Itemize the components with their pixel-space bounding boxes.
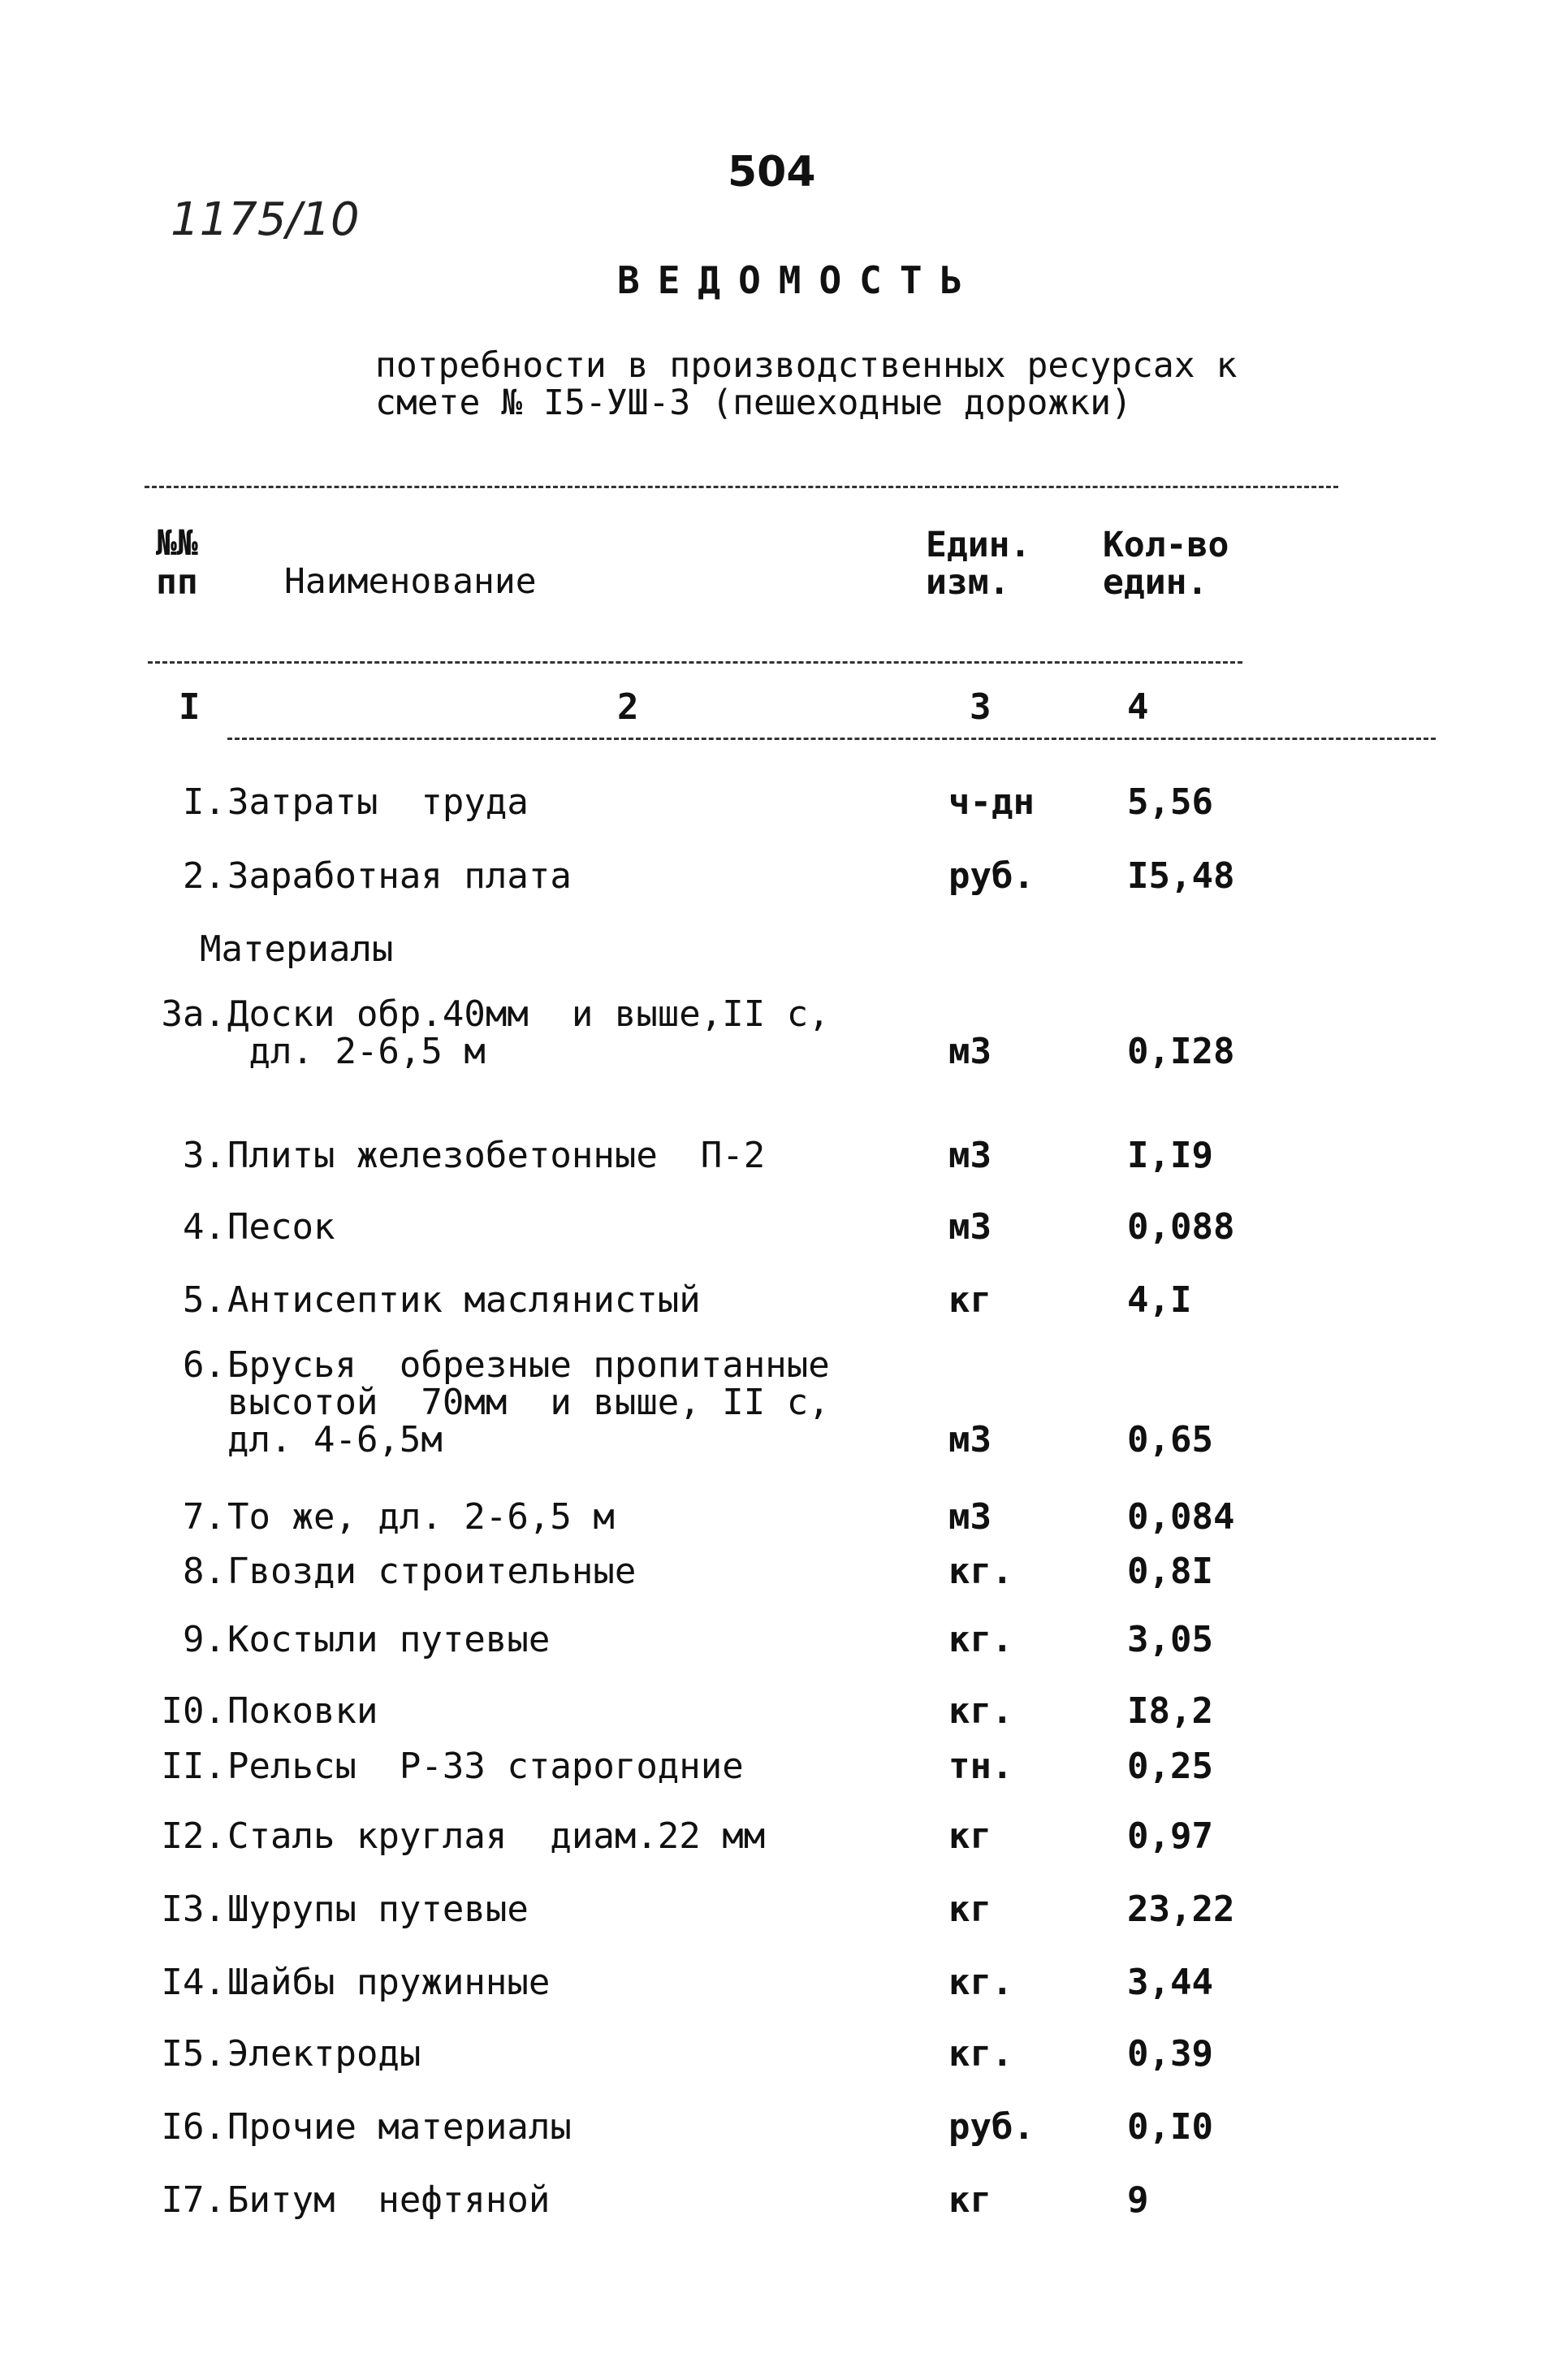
col-header-qty-2: един. bbox=[1103, 562, 1208, 603]
row-unit: кг. bbox=[948, 1619, 1013, 1660]
col-header-unit-1: Един. bbox=[926, 525, 1031, 565]
row-number: I3. bbox=[161, 1889, 226, 1930]
row-quantity: 0,97 bbox=[1127, 1815, 1213, 1857]
row-unit: кг. bbox=[948, 1551, 1013, 1592]
row-name: Брусья обрезные пропитанные высотой 70мм и выше, II с, дл. 4-6,5м bbox=[227, 1344, 830, 1460]
row-name: Битум нефтяной bbox=[227, 2179, 551, 2221]
row-quantity: I8,2 bbox=[1127, 1690, 1213, 1732]
row-number: 3. bbox=[183, 1135, 226, 1176]
index-rule bbox=[227, 738, 1436, 740]
col-index-3: 3 bbox=[970, 686, 992, 728]
row-quantity: 9 bbox=[1127, 2179, 1149, 2221]
row-number: I2. bbox=[161, 1815, 226, 1857]
row-unit: руб. bbox=[948, 2106, 1035, 2148]
row-name: Костыли путевые bbox=[227, 1619, 551, 1660]
row-unit: м3 bbox=[948, 1419, 992, 1460]
row-name: Поковки bbox=[227, 1690, 378, 1732]
row-number: I6. bbox=[161, 2106, 226, 2148]
row-number: 8. bbox=[183, 1551, 226, 1592]
subtitle-line-1: потребности в производственных ресурсах к bbox=[375, 345, 1238, 386]
row-quantity: 0,39 bbox=[1127, 2033, 1213, 2075]
row-unit: кг. bbox=[948, 2033, 1013, 2075]
row-quantity: 0,I28 bbox=[1127, 1031, 1235, 1072]
row-quantity: 0,I0 bbox=[1127, 2106, 1213, 2148]
row-quantity: 0,084 bbox=[1127, 1496, 1235, 1538]
row-number: 4. bbox=[183, 1206, 226, 1248]
row-name: Антисептик маслянистый bbox=[227, 1279, 701, 1321]
row-quantity: 4,I bbox=[1127, 1279, 1192, 1321]
row-unit: м3 bbox=[948, 1135, 992, 1176]
row-unit: м3 bbox=[948, 1031, 992, 1072]
row-name: Сталь круглая диам.22 мм bbox=[227, 1815, 766, 1857]
row-quantity: 5,56 bbox=[1127, 781, 1213, 823]
row-number: II. bbox=[161, 1746, 226, 1787]
row-number: I5. bbox=[161, 2033, 226, 2075]
row-name: Материалы bbox=[200, 928, 394, 970]
row-number: I0. bbox=[161, 1690, 226, 1732]
row-quantity: 0,25 bbox=[1127, 1746, 1213, 1787]
row-name: Затраты труда bbox=[227, 781, 529, 823]
page-number: 504 bbox=[728, 148, 816, 197]
row-unit: кг bbox=[948, 1889, 992, 1930]
row-name: Шайбы пружинные bbox=[227, 1962, 551, 2003]
document-title: ВЕДОМОСТЬ bbox=[617, 258, 981, 302]
col-index-1: I bbox=[179, 686, 201, 728]
row-quantity: 3,05 bbox=[1127, 1619, 1213, 1660]
row-name: Доски обр.40мм и выше,II с, дл. 2-6,5 м bbox=[227, 993, 830, 1072]
row-name: Рельсы Р-33 старогодние bbox=[227, 1746, 744, 1787]
row-name: То же, дл. 2-6,5 м bbox=[227, 1496, 615, 1538]
row-quantity: 0,088 bbox=[1127, 1206, 1235, 1248]
row-name: Гвозди строительные bbox=[227, 1551, 637, 1592]
row-unit: тн. bbox=[948, 1746, 1013, 1787]
row-unit: кг. bbox=[948, 1690, 1013, 1732]
row-unit: кг bbox=[948, 1279, 992, 1321]
row-number: 3а. bbox=[161, 993, 226, 1035]
row-quantity: I,I9 bbox=[1127, 1135, 1213, 1176]
col-header-num-1: №№ bbox=[156, 523, 198, 564]
col-index-2: 2 bbox=[617, 686, 639, 728]
col-header-name: Наименование bbox=[284, 561, 537, 602]
col-header-unit-2: изм. bbox=[926, 562, 1010, 603]
row-number: 5. bbox=[183, 1279, 226, 1321]
handwritten-annotation: 1175/10 bbox=[171, 193, 360, 246]
row-number: 7. bbox=[183, 1496, 226, 1538]
row-unit: кг bbox=[948, 2179, 992, 2221]
row-unit: руб. bbox=[948, 855, 1035, 897]
row-quantity: 0,65 bbox=[1127, 1419, 1213, 1460]
row-name: Прочие материалы bbox=[227, 2106, 572, 2148]
row-quantity: 0,8I bbox=[1127, 1551, 1213, 1592]
header-rule bbox=[148, 661, 1242, 664]
row-name: Электроды bbox=[227, 2033, 421, 2075]
row-unit: кг bbox=[948, 1815, 992, 1857]
row-number: I4. bbox=[161, 1962, 226, 2003]
row-unit: ч-дн bbox=[948, 781, 1035, 823]
row-name: Плиты железобетонные П-2 bbox=[227, 1135, 766, 1176]
row-number: I7. bbox=[161, 2179, 226, 2221]
row-name: Шурупы путевые bbox=[227, 1889, 529, 1930]
row-number: I. bbox=[183, 781, 226, 823]
row-quantity: 3,44 bbox=[1127, 1962, 1213, 2003]
table-top-rule bbox=[145, 486, 1338, 488]
row-number: 6. bbox=[183, 1344, 226, 1386]
col-header-qty-1: Кол-во bbox=[1103, 525, 1229, 565]
col-index-4: 4 bbox=[1127, 686, 1149, 728]
subtitle-line-2: смете № I5-УШ-3 (пешеходные дорожки) bbox=[375, 383, 1132, 423]
col-header-num-2: пп bbox=[156, 562, 198, 603]
row-number: 9. bbox=[183, 1619, 226, 1660]
row-unit: кг. bbox=[948, 1962, 1013, 2003]
row-name: Заработная плата bbox=[227, 855, 572, 897]
row-unit: м3 bbox=[948, 1206, 992, 1248]
row-unit: м3 bbox=[948, 1496, 992, 1538]
row-quantity: 23,22 bbox=[1127, 1889, 1235, 1930]
row-quantity: I5,48 bbox=[1127, 855, 1235, 897]
row-name: Песок bbox=[227, 1206, 335, 1248]
row-number: 2. bbox=[183, 855, 226, 897]
